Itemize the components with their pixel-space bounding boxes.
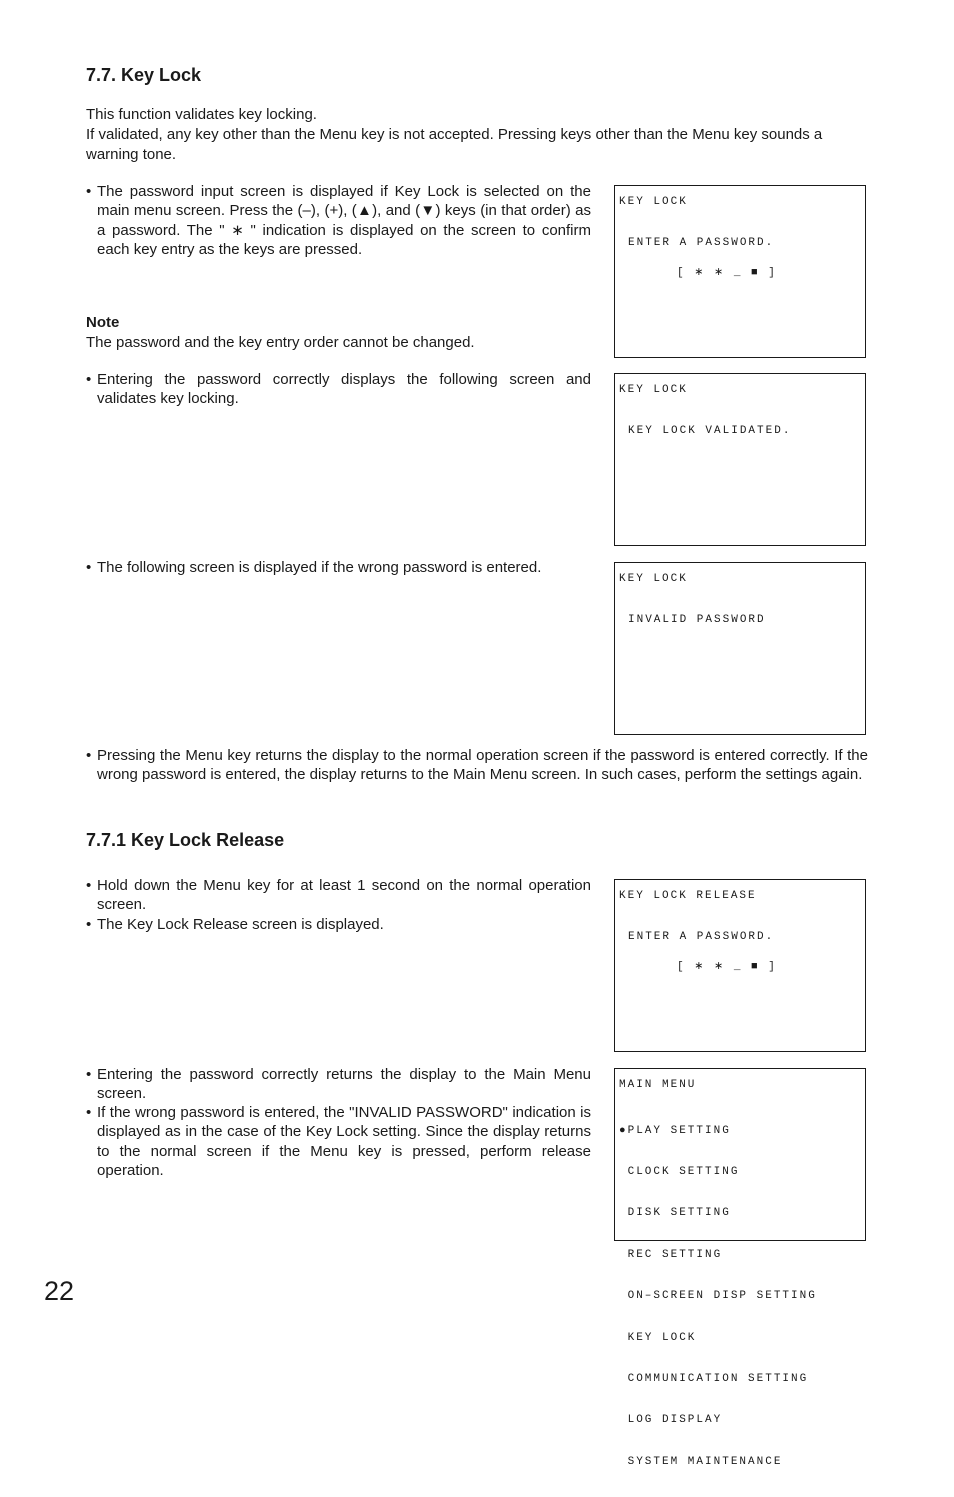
bullet-hold-menu-key: • Hold down the Menu key for at least 1 second on the normal operation screen. — [86, 876, 591, 915]
bullet-wrong-password-release: • If the wrong password is entered, the "INVALID PASSWORD" indication is displayed as in the case of the Key Lock setting. Since the display returns to the normal screen if the Menu key is pressed, perform release operation. — [86, 1103, 591, 1181]
note-heading: Note — [86, 314, 120, 331]
menu-item: SYSTEM MAINTENANCE — [619, 1455, 783, 1468]
menu-item: CLOCK SETTING — [619, 1165, 740, 1178]
section-title-key-lock: 7.7. Key Lock — [86, 65, 202, 85]
screen-main-menu — [614, 1068, 866, 1468]
screen-message: INVALID PASSWORD — [628, 614, 766, 626]
screen-key-lock-release — [614, 879, 866, 1052]
bullet-menu-key-return: • Pressing the Menu key returns the display to the normal operation screen if the password is entered correctly. If the wrong password is entered, the display returns to the Main Menu screen. In such cases, perform the settings again. — [86, 746, 868, 785]
bullet-password-input: • The password input screen is displayed if Key Lock is selected on the main menu screen. Press the (–), (+), (▲), and (▼) keys (in that order) as a password. The " ∗ " indication is displayed on the screen to confirm each key entry as the keys are pressed. — [86, 182, 591, 260]
bullet-key-lock-validated: • Entering the password correctly displays the following screen and validates key locking. — [86, 370, 591, 409]
note-text: The password and the key entry order cannot be changed. — [86, 334, 475, 351]
menu-item: REC SETTING — [619, 1248, 723, 1261]
screen-key-lock-validated — [614, 373, 866, 546]
section-title-key-lock-release: 7.7.1 Key Lock Release — [86, 830, 285, 850]
menu-item: ON–SCREEN DISP SETTING — [619, 1290, 817, 1303]
screen-title: KEY LOCK — [619, 196, 688, 208]
screen-title: MAIN MENU — [619, 1079, 697, 1091]
bullet-wrong-password: • The following screen is displayed if the wrong password is entered. — [86, 558, 591, 577]
page-number: 22 — [44, 1276, 75, 1306]
screen-title: KEY LOCK — [619, 384, 688, 396]
screen-message: KEY LOCK VALIDATED. — [628, 425, 792, 437]
menu-item: ●PLAY SETTING — [619, 1124, 731, 1137]
main-menu-list — [619, 1097, 817, 1497]
menu-item: COMMUNICATION SETTING — [619, 1372, 809, 1385]
intro-line-2: If validated, any key other than the Menu key is not accepted. Pressing keys other than the Menu key sounds a warning tone. — [86, 126, 823, 163]
screen-password-field: [ ∗ ∗ _ ■ ] — [677, 961, 777, 973]
bullet-correct-password-return: • Entering the password correctly returns the display to the Main Menu screen. — [86, 1065, 591, 1104]
screen-password-field: [ ∗ ∗ _ ■ ] — [677, 267, 777, 279]
screen-message: ENTER A PASSWORD. — [628, 237, 775, 249]
bullet-release-screen-displayed: • The Key Lock Release screen is displayed. — [86, 915, 591, 934]
intro-line-1: This function validates key locking. — [86, 106, 317, 123]
screen-invalid-password — [614, 562, 866, 735]
screen-key-lock-enter-password — [614, 185, 866, 358]
screen-title: KEY LOCK RELEASE — [619, 890, 757, 902]
screen-title: KEY LOCK — [619, 573, 688, 585]
screen-message: ENTER A PASSWORD. — [628, 931, 775, 943]
menu-item: DISK SETTING — [619, 1207, 731, 1220]
menu-item: KEY LOCK — [619, 1331, 697, 1344]
menu-item: LOG DISPLAY — [619, 1414, 723, 1427]
